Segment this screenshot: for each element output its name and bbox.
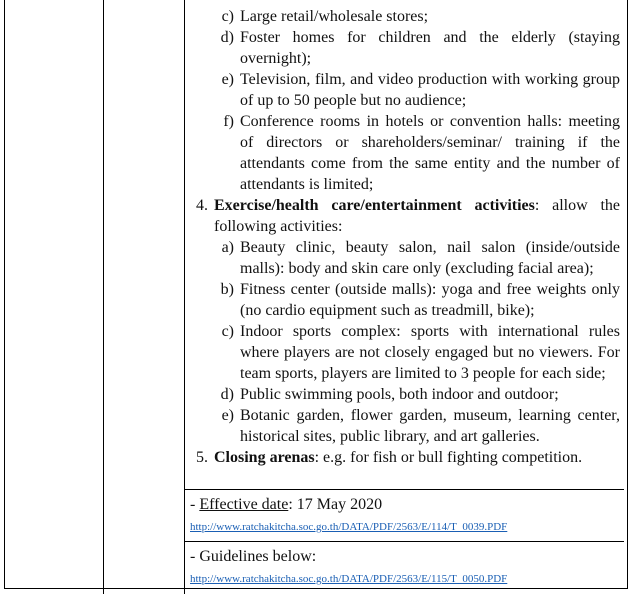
list-item: c) Indoor sports complex: sports with international rules where players are not closely engaged but no viewers. For team sports, players are limited to 3 people for each side; <box>221 323 620 382</box>
guidelines-link[interactable]: http://www.ratchakitcha.soc.go.th/DATA/PDF/2563/E/115/T_0050.PDF <box>190 573 508 585</box>
column-divider-2 <box>184 0 185 594</box>
list-item: d) Public swimming pools, both indoor and outdoor; <box>220 386 559 403</box>
effective-date-value: : 17 May 2020 <box>288 496 383 513</box>
effective-date-link[interactable]: http://www.ratchakitcha.soc.go.th/DATA/PDF/2563/E/114/T_0039.PDF <box>190 521 508 533</box>
row-separator <box>184 489 624 490</box>
document-cell <box>190 6 620 468</box>
top-list <box>190 6 620 195</box>
list-item: f) Conference rooms in hotels or convention halls: meeting of directors or shareholders/seminar/ training if the attendants come from the same entity and the number of attendants is limited; <box>223 113 620 193</box>
list-item: d) Foster homes for children and the elderly (staying overnight); <box>220 29 620 67</box>
section-number: 4. <box>196 197 208 214</box>
list-item: a) Beauty clinic, beauty salon, nail salon (inside/outside malls): body and skin care only (excluding facial area); <box>221 239 620 277</box>
list-item: b) Fitness center (outside malls): yoga and free weights only (no cardio equipment such as treadmill, bike); <box>220 281 620 319</box>
list-item: e) Television, film, and video production with working group of up to 50 people but no audience; <box>221 71 620 109</box>
section-4: 4. Exercise/health care/entertainment activities: allow the following activities: <box>190 195 620 237</box>
row-separator <box>184 541 624 542</box>
effective-date-line: - Effective date: 17 May 2020 <box>190 496 383 513</box>
effective-date-label: Effective date <box>199 496 289 513</box>
section-5: 5. Closing arenas: e.g. for fish or bull fighting competition. <box>190 447 620 468</box>
list-item: e) Botanic garden, flower garden, museum, learning center, historical sites, public library, and art galleries. <box>221 407 620 445</box>
guidelines-block <box>190 546 620 587</box>
section-title: Exercise/health care/entertainment activities <box>214 197 535 214</box>
effective-date-block <box>190 494 620 535</box>
guidelines-label: - Guidelines below: <box>190 548 317 565</box>
section-4-list <box>190 237 620 447</box>
column-divider-1 <box>103 0 104 594</box>
section-number: 5. <box>196 449 208 466</box>
section-title: Closing arenas <box>214 449 315 466</box>
list-item: c) Large retail/wholesale stores; <box>221 8 429 25</box>
